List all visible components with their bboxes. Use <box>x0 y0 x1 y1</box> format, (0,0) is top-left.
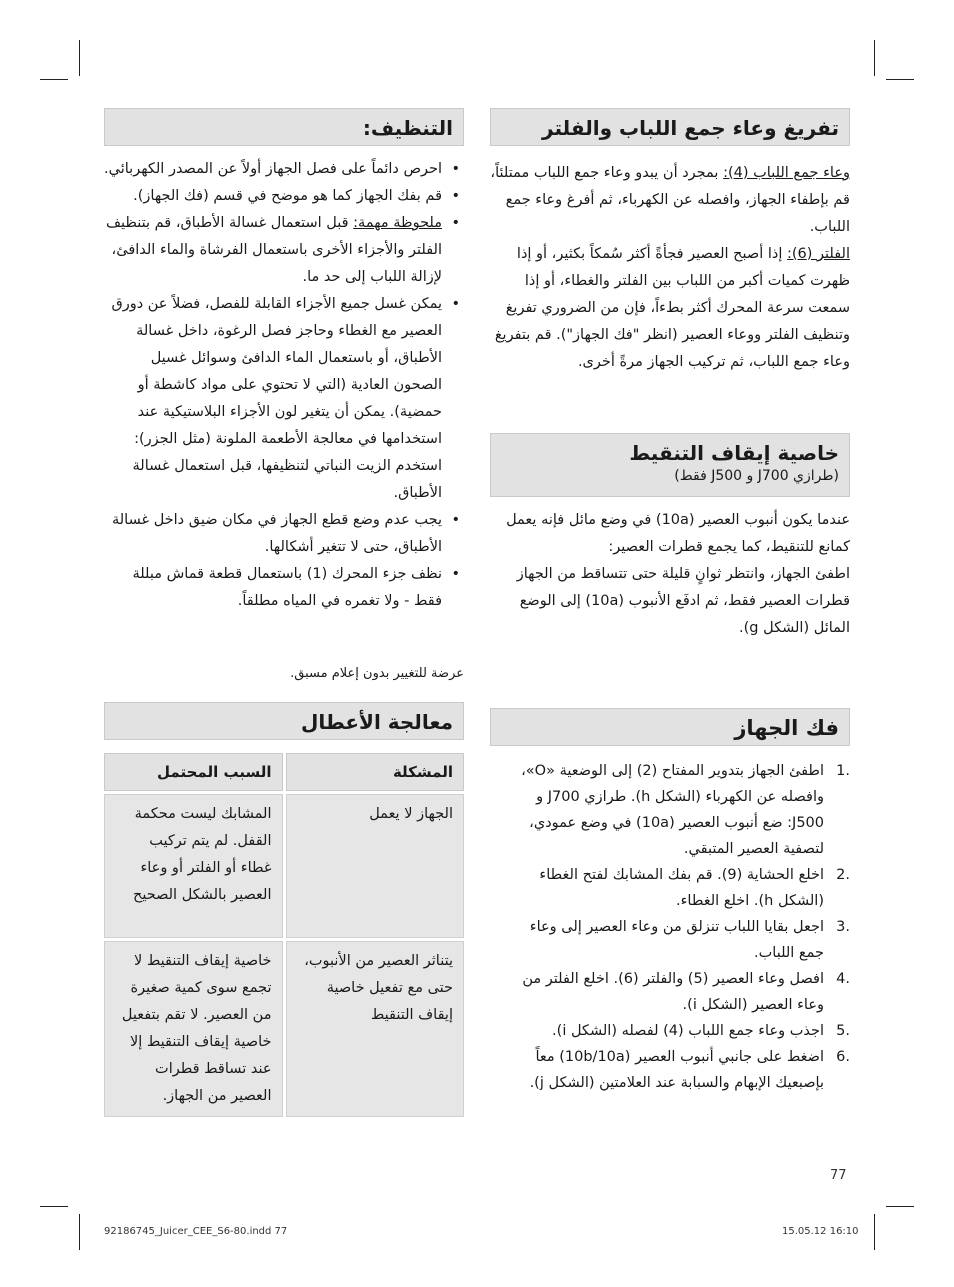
step-number: 2. <box>836 867 850 883</box>
cleaning-item <box>104 210 464 291</box>
drip-stop-header <box>490 433 850 497</box>
step-number: 1. <box>836 763 850 779</box>
cleaning-section <box>104 108 464 615</box>
step-number: 4. <box>836 971 850 987</box>
pulp-container-text: بمجرد أن يبدو وعاء جمع اللباب ممتلئاً، قم بإطفاء الجهاز، وافصله عن الكهرباء، ثم أفرغ وعاء جمع اللباب. <box>490 165 850 235</box>
cleaning-list <box>104 156 464 615</box>
disassembly-step <box>520 1044 850 1096</box>
step-text: اجذب وعاء جمع اللباب (4) لفصله (الشكل i). <box>552 1023 824 1039</box>
page-number: 77 <box>830 1168 847 1183</box>
table-header-row <box>104 753 464 791</box>
troubleshooting-table <box>101 750 467 1120</box>
important-note-text: قبل استعمال غسالة الأطباق، قم بتنظيف الفلتر والأجزاء الأخرى باستعمال الفرشاة والماء الدافئ، لإزالة اللباب إلى حد ما. <box>105 215 442 285</box>
problem-cell: يتناثر العصير من الأنبوب، حتى مع تفعيل خاصية إيقاف التنقيط <box>286 941 465 1117</box>
filter-text: إذا أصبح العصير فجأةً أكثر سُمكاً بكثير، أو إذا ظهرت كميات أكبر من اللباب بين الفلتر والغطاء، أو إذا سمعت سرعة المحرك أكثر بطءاً، فإن من الضروري تفريغ وتنظيف الفلتر ووعاء العصير (انظر "فك الجهاز"). قم بتفريغ وعاء جمع اللباب، ثم تركيب الجهاز مرةً أخرى. <box>494 246 850 370</box>
problem-cell: الجهاز لا يعمل <box>286 794 465 938</box>
problem-column-header: المشكلة <box>286 753 465 791</box>
troubleshooting-title: معالجة الأعطال <box>104 702 464 740</box>
disassembly-step <box>520 758 850 862</box>
drip-stop-title: خاصية إيقاف التنقيط <box>629 441 839 465</box>
drip-stop-p1: عندما يكون أنبوب العصير (10a) في وضع مائل فإنه يعمل كمانع للتنقيط، كما يجمع قطرات العصير: <box>506 512 850 555</box>
crop-mark <box>40 1206 68 1207</box>
disassembly-step <box>520 914 850 966</box>
filter-label: الفلتر (6): <box>786 246 850 262</box>
crop-mark <box>40 79 68 80</box>
crop-mark <box>886 1206 914 1207</box>
important-note-label: ملحوظة مهمة: <box>353 215 442 231</box>
cause-cell: خاصية إيقاف التنقيط لا تجمع سوى كمية صغيرة من العصير. لا تقم بتفعيل خاصية إيقاف التنقيط إلا عند تساقط قطرات العصير من الجهاز. <box>104 941 283 1117</box>
crop-mark <box>79 40 80 76</box>
cause-cell: المشابك ليست محكمة القفل. لم يتم تركيب غطاء أو الفلتر أو وعاء العصير بالشكل الصحيح <box>104 794 283 938</box>
crop-mark <box>886 79 914 80</box>
change-notice: عرضة للتغيير بدون إعلام مسبق. <box>290 666 464 681</box>
step-number: 6. <box>836 1049 850 1065</box>
disassembly-title: فك الجهاز <box>490 708 850 746</box>
drip-stop-section <box>490 433 850 642</box>
table-row <box>104 794 464 938</box>
table-row <box>104 941 464 1117</box>
disassembly-step <box>520 1018 850 1044</box>
crop-mark <box>874 1214 875 1250</box>
disassembly-step <box>520 862 850 914</box>
cleaning-item: • نظف جزء المحرك (1) باستعمال قطعة قماش مبللة فقط - ولا تغمره في المياه مطلقاً. <box>104 561 464 615</box>
step-text: افصل وعاء العصير (5) والفلتر (6). اخلع الفلتر من وعاء العصير (الشكل i). <box>522 971 824 1013</box>
filter-paragraph <box>490 241 850 376</box>
step-text: اطفئ الجهاز بتدوير المفتاح (2) إلى الوضعية «O»، وافصله عن الكهرباء (الشكل h). طرازي J700 و J500: ضع أنبوب العصير (10a) في وضع عمودي، لتصفية العصير المتبقي. <box>521 763 824 857</box>
step-number: 3. <box>836 919 850 935</box>
drip-stop-p2: اطفئ الجهاز، وانتظر ثوانٍ قليلة حتى تتساقط من الجهاز قطرات العصير فقط، ثم ادفَع الأنبوب (10a) إلى الوضع المائل (الشكل g). <box>516 566 850 636</box>
cleaning-title: التنظيف: <box>104 108 464 146</box>
footer-date: 15.05.12 16:10 <box>782 1226 859 1237</box>
disassembly-steps <box>490 758 850 1096</box>
crop-mark <box>79 1214 80 1250</box>
pulp-container-label: وعاء جمع اللباب (4): <box>723 165 850 181</box>
step-number: 5. <box>836 1023 850 1039</box>
disassembly-step <box>520 966 850 1018</box>
step-text: اضغط على جانبي أنبوب العصير (10b/10a) معاً بإصبعيك الإبهام والسبابة عند العلامتين (الشكل j). <box>529 1049 824 1091</box>
disassembly-section <box>490 708 850 1096</box>
footer-file: 92186745_Juicer_CEE_S6-80.indd 77 <box>104 1226 288 1237</box>
emptying-section <box>490 108 850 376</box>
cleaning-item: • يجب عدم وضع قطع الجهاز في مكان ضيق داخل غسالة الأطباق، حتى لا تتغير أشكالها. <box>104 507 464 561</box>
troubleshooting-section <box>104 702 464 1120</box>
cause-column-header: السبب المحتمل <box>104 753 283 791</box>
step-text: اخلع الحشاية (9). قم بفك المشابك لفتح الغطاء (الشكل h). اخلع الغطاء. <box>539 867 824 909</box>
pulp-container-paragraph <box>490 160 850 241</box>
emptying-title: تفريغ وعاء جمع اللباب والفلتر <box>490 108 850 146</box>
cleaning-item: • قم بفك الجهاز كما هو موضح في قسم (فك الجهاز). <box>104 183 464 210</box>
cleaning-item: • يمكن غسل جميع الأجزاء القابلة للفصل، فضلاً عن دورق العصير مع الغطاء وحاجز فصل الرغوة، داخل غسالة الأطباق، أو باستعمال الماء الدافئ وسوائل غسيل الصحون العادية (التي لا تحتوي على مواد كاشطة أو حمضية). يمكن أن يتغير لون الأجزاء البلاستيكية عند استخدامها في معالجة الأطعمة الملونة (مثل الجزر): استخدم الزيت النباتي لتنظيفها، قبل استعمال غسالة الأطباق. <box>104 291 464 507</box>
crop-mark <box>874 40 875 76</box>
step-text: اجعل بقايا اللباب تنزلق من وعاء العصير إلى وعاء جمع اللباب. <box>529 919 824 961</box>
cleaning-item: • احرص دائماً على فصل الجهاز أولاً عن المصدر الكهربائي. <box>104 156 464 183</box>
drip-stop-subtitle: (طرازي J700 و J500 فقط) <box>674 468 839 484</box>
